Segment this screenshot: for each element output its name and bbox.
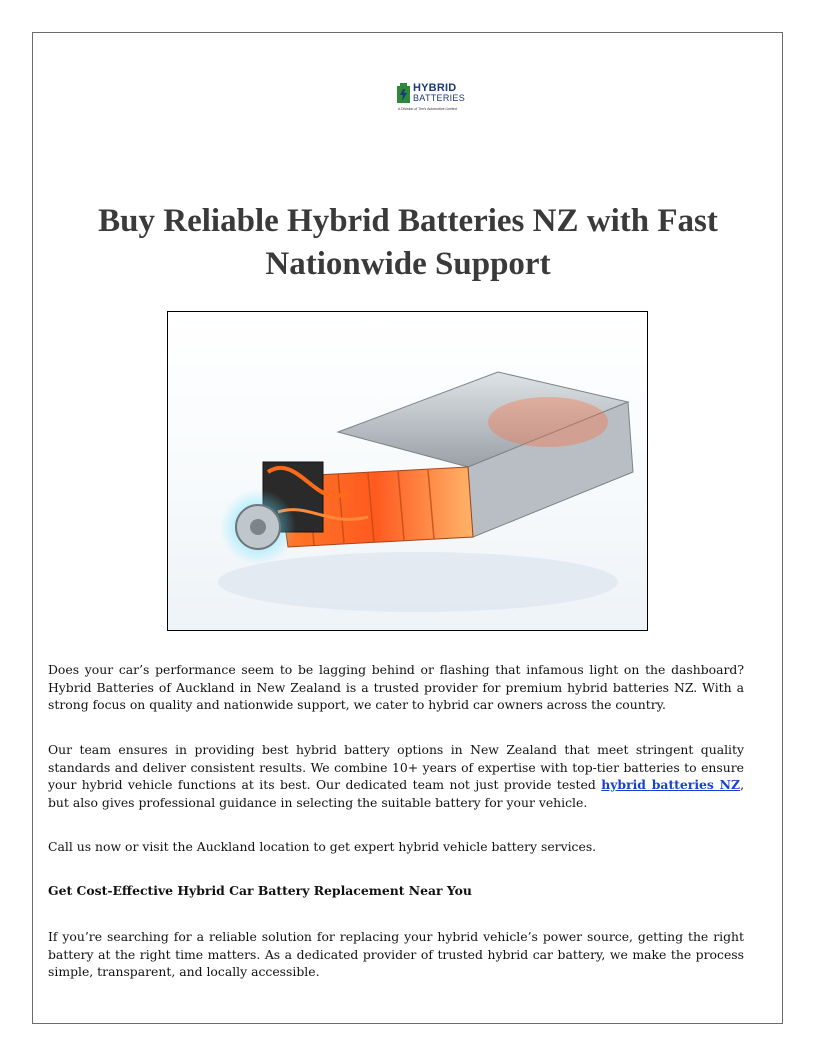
team-paragraph (48, 741, 744, 811)
section-paragraph: If you’re searching for a reliable solution for replacing your hybrid vehicle’s power source, getting the right battery at the right time matters. As a dedicated provider of trusted hybrid car battery, we make the process simple, transparent, and locally accessible. (48, 929, 744, 979)
page-title: Buy Reliable Hybrid Batteries NZ with Fast Nationwide Support (98, 203, 718, 282)
logo-line-2: BATTERIES (413, 93, 466, 103)
battery-illustration (168, 312, 647, 630)
team-paragraph-before: Our team ensures in providing best hybrid battery options in New Zealand that meet stringent quality standards and deliver consistent results. We combine 10+ years of expertise with top-tier batteries to ensure your hybrid vehicle functions at its best. Our dedicated team not just provide tested (48, 742, 744, 792)
team-paragraph-after: , but also gives professional guidance in selecting the suitable battery for your vehicle. (48, 777, 745, 810)
logo-tagline: A Division of Tim's Automotive Limited (398, 107, 457, 111)
hybrid-batteries-logo[interactable] (396, 82, 464, 116)
hybrid-batteries-nz-link[interactable]: hybrid batteries NZ (601, 777, 741, 792)
logo-line-1: HYBRID (413, 82, 457, 94)
call-to-action-paragraph: Call us now or visit the Auckland location to get expert hybrid vehicle battery services. (48, 839, 597, 854)
hybrid-battery-pack-image (167, 311, 648, 631)
section-heading: Get Cost-Effective Hybrid Car Battery Replacement Near You (48, 883, 472, 898)
intro-paragraph: Does your car’s performance seem to be lagging behind or flashing that infamous light on the dashboard? Hybrid Batteries of Auckland in New Zealand is a trusted provider for premium hybrid batteries NZ. With a strong focus on quality and nationwide support, we cater to hybrid car owners across the country. (48, 662, 744, 712)
battery-logo-icon (396, 83, 412, 105)
